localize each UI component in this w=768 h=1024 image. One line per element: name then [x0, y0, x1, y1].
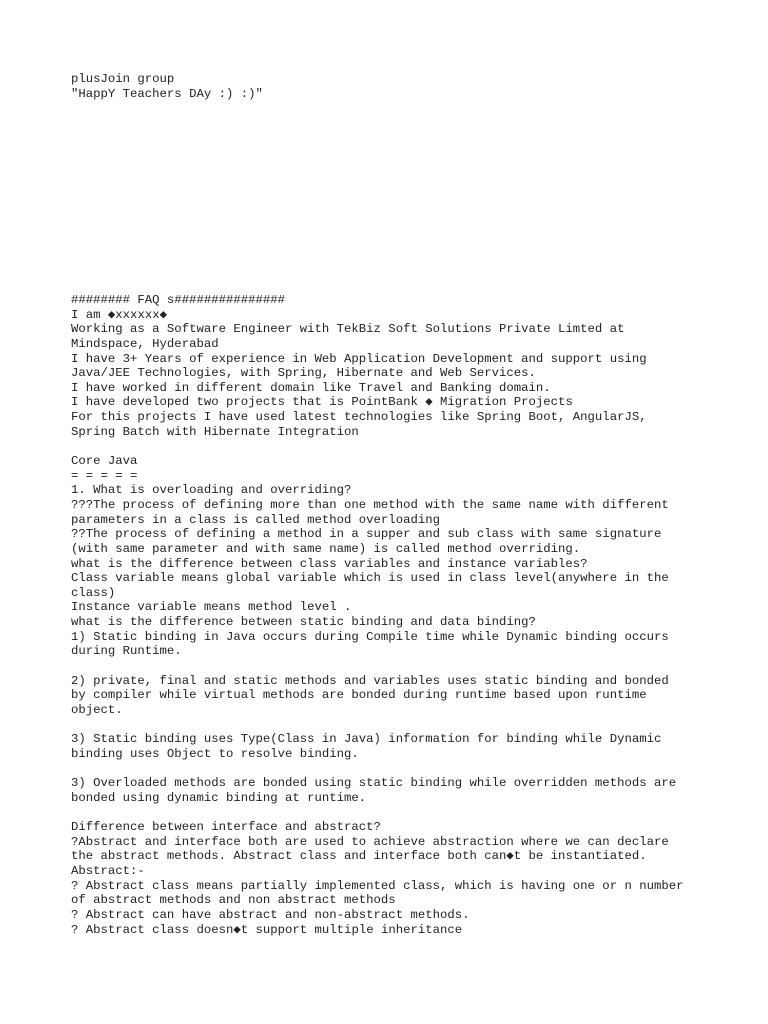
text-line: parameters in a class is called method overloading: [71, 512, 440, 527]
document-body: [71, 293, 761, 937]
text-line: ?Abstract and interface both are used to achieve abstraction where we can declare: [71, 834, 669, 849]
text-line: I have worked in different domain like Travel and Banking domain.: [71, 380, 551, 395]
text-line: 1) Static binding in Java occurs during Compile time while Dynamic binding occurs: [71, 629, 669, 644]
text-line: what is the difference between static binding and data binding?: [71, 615, 536, 630]
text-line: Instance variable means method level .: [71, 600, 352, 615]
text-line: ? Abstract can have abstract and non-abstract methods.: [71, 907, 470, 922]
text-line: For this projects I have used latest technologies like Spring Boot, AngularJS,: [71, 410, 647, 425]
text-line: ???The process of defining more than one method with the same name with different: [71, 497, 669, 512]
text-line: I have developed two projects that is PointBank ◆ Migration Projects: [71, 395, 573, 410]
text-line: [71, 659, 761, 674]
text-line: [71, 762, 761, 777]
text-line: during Runtime.: [71, 644, 182, 659]
header-line: "HappY Teachers DAy :) :)": [71, 86, 263, 101]
text-line: 3) Static binding uses Type(Class in Java) information for binding while Dynamic: [71, 732, 662, 747]
text-line: I am ◆xxxxxx◆: [71, 307, 167, 322]
header-line: plusJoin group: [71, 72, 175, 86]
text-line: object.: [71, 702, 123, 717]
text-line: [71, 805, 761, 820]
text-line: Difference between interface and abstract?: [71, 820, 381, 835]
text-line: Java/JEE Technologies, with Spring, Hibernate and Web Services.: [71, 366, 536, 381]
text-line: ??The process of defining a method in a supper and sub class with same signature: [71, 527, 662, 542]
text-line: Abstract:-: [71, 863, 145, 878]
text-line: what is the difference between class variables and instance variables?: [71, 556, 588, 571]
text-line: Mindspace, Hyderabad: [71, 336, 219, 351]
text-line: by compiler while virtual methods are bonded during runtime based upon runtime: [71, 688, 647, 703]
text-line: [71, 718, 761, 733]
text-line: Core Java: [71, 454, 138, 469]
text-line: Class variable means global variable which is used in class level(anywhere in the: [71, 571, 669, 586]
text-line: Working as a Software Engineer with TekBiz Soft Solutions Private Limted at: [71, 322, 625, 337]
text-line: Spring Batch with Hibernate Integration: [71, 424, 359, 439]
text-line: 2) private, final and static methods and variables uses static binding and bonded: [71, 673, 669, 688]
text-line: [71, 439, 761, 454]
text-line: ######## FAQ s###############: [71, 293, 286, 307]
text-line: of abstract methods and non abstract methods: [71, 893, 396, 908]
text-line: 1. What is overloading and overriding?: [71, 483, 352, 498]
text-line: 3) Overloaded methods are bonded using static binding while overridden methods are: [71, 776, 677, 791]
document-header: [71, 72, 761, 101]
text-line: I have 3+ Years of experience in Web Application Development and support using: [71, 351, 647, 366]
text-line: ? Abstract class means partially implemented class, which is having one or n number: [71, 878, 684, 893]
text-line: class): [71, 585, 116, 600]
text-line: bonded using dynamic binding at runtime.: [71, 790, 367, 805]
text-line: (with same parameter and with same name) is called method overriding.: [71, 541, 581, 556]
text-line: the abstract methods. Abstract class and interface both can◆t be instantiated.: [71, 849, 647, 864]
text-line: = = = = =: [71, 468, 138, 483]
text-line: ? Abstract class doesn◆t support multiple inheritance: [71, 922, 463, 937]
text-line: binding uses Object to resolve binding.: [71, 746, 359, 761]
